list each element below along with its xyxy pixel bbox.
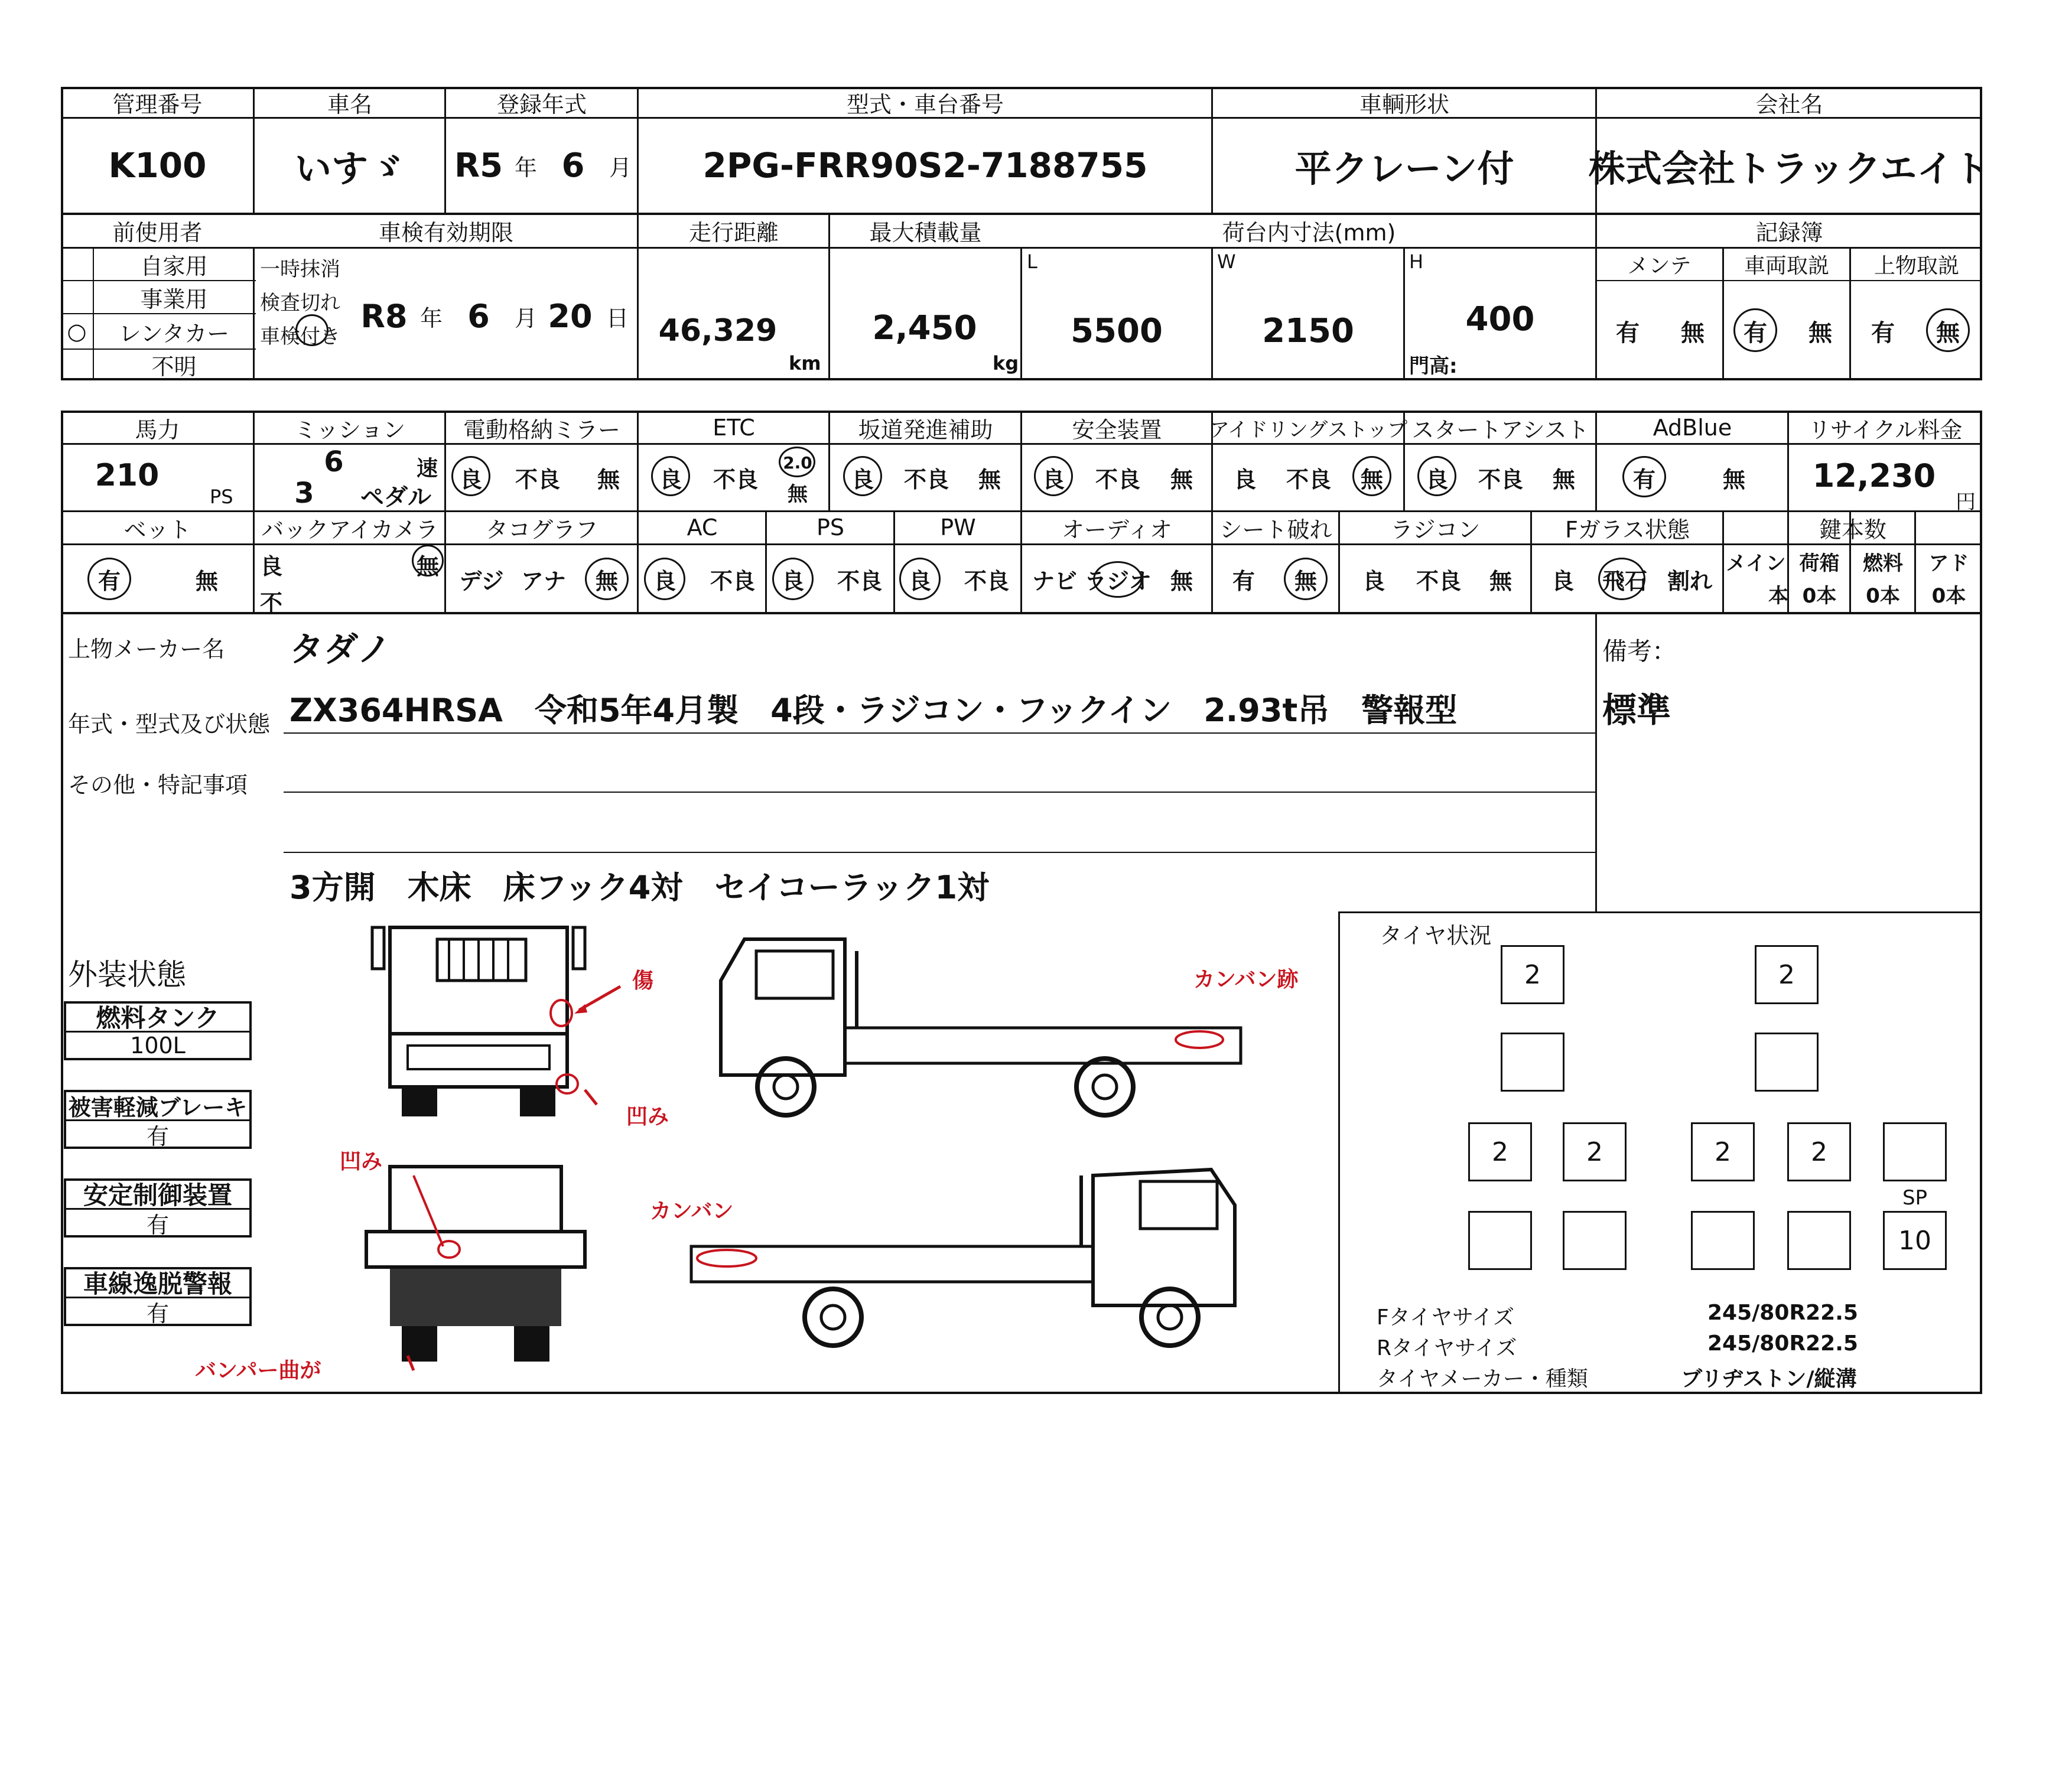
idle-none: 無 [1360,466,1383,493]
exterior-item-value: 有 [146,1123,169,1149]
max-load-value: 2,450 [872,308,977,347]
company-name: 株式会社トラックエイト [1588,146,1990,190]
audio-none: 無 [1170,568,1193,594]
tire-rear2-outer-right [1787,1211,1851,1270]
header-kanri: 管理番号 [112,91,203,118]
seat-yes: 有 [1232,568,1255,594]
f-tire-size-label: Fタイヤサイズ [1377,1305,1515,1330]
audio-radio: ラジオ [1084,568,1152,594]
tire-sp-label: SP [1902,1186,1928,1210]
exterior-item-label: 燃料タンク [96,1004,220,1033]
header-hp: 馬力 [135,416,180,443]
glass-crack: 割れ [1667,568,1712,594]
header-etc: ETC [713,415,755,441]
assist-good: 良 [1425,466,1448,493]
header-safety: 安全装置 [1072,416,1162,443]
bed-no: 無 [195,568,218,594]
cam-good: 良 [260,553,283,579]
damage-arrows [354,916,685,1778]
bed-width: 2150 [1262,311,1354,350]
tire-rear-inner-right: 2 [1691,1122,1755,1181]
ps-circle [772,558,814,600]
mission-pedal: ペダル [360,484,431,511]
tire-rear2-outer-left [1468,1211,1532,1270]
f-tire-size: 245/80R22.5 [1707,1301,1858,1325]
shaken-era: R8 [360,297,408,335]
mission-pedals: 3 [294,477,314,510]
hp-unit: PS [210,486,233,508]
chassis-number: 2PG-FRR90S2-7188755 [702,145,1148,185]
records-col-label: メンテ [1627,253,1692,278]
remarks: 標準 [1602,690,1671,730]
audio-navi: ナビ [1032,568,1077,594]
tacho-none: 無 [595,568,618,594]
header-pw: PW [940,514,976,540]
note-kanban-mark: カンバン跡 [1193,968,1299,992]
mirror-bad: 不良 [515,466,560,493]
key-label: メイン [1726,551,1786,575]
shaken-option: 一時抹消 [260,258,340,281]
etc-none: 無 [788,482,808,506]
header-keys: 鍵本数 [1819,516,1886,543]
ps-good: 良 [781,568,804,594]
body-shape: 平クレーン付 [1294,146,1514,190]
key-count: 0本 [1931,584,1966,608]
mileage-unit: km [789,352,821,375]
note-dent-front: 凹み [626,1105,669,1129]
header-company: 会社名 [1755,91,1823,118]
cam-circle [412,545,444,577]
idle-circle [1352,456,1391,496]
glass-chip: 飛石 [1602,568,1647,594]
mirror-good: 良 [459,466,482,493]
upper-maker-label: 上物メーカー名 [68,636,225,662]
header-katashiki: 型式・車台番号 [846,91,1004,118]
ac-circle [644,558,685,600]
mission-speeds: 6 [324,445,344,478]
shaken-tsuki-label: 月 [514,305,537,331]
tire-spare: 10 [1883,1211,1947,1270]
hill-circle [843,456,882,496]
header-backcam: バックアイカメラ [261,516,438,543]
etc-circle [651,456,690,496]
records-col-label: 上物取説 [1873,253,1959,278]
glass-good: 良 [1551,568,1574,594]
assist-circle [1417,456,1456,496]
pw-bad: 不良 [964,568,1009,594]
prev-user-option: 自家用 [140,253,208,279]
shaken-option: 検査切れ [260,291,340,315]
tire-front-left: 2 [1501,945,1564,1004]
ac-bad: 不良 [710,568,755,594]
header-mileage: 走行距離 [688,219,779,246]
shaken-selected-circle [295,314,328,346]
tire-maker-label: タイヤメーカー・種類 [1377,1367,1588,1391]
assist-none: 無 [1552,466,1575,493]
header-records: 記録簿 [1755,219,1823,246]
tire-maker: ブリヂストン/縦溝 [1681,1367,1857,1391]
exterior-item-value: 有 [146,1212,169,1238]
hill-bad: 不良 [903,466,949,493]
header-bed: ベット [123,516,191,543]
idle-good: 良 [1233,466,1256,493]
tacho-digi: デジ [459,568,504,594]
shaken-hi-label: 日 [606,305,629,331]
adblue-yes: 有 [1632,466,1655,493]
mirror-none: 無 [597,466,620,493]
kanri-number: K100 [108,145,207,185]
tacho-circle [585,558,629,600]
header-tacho: タコグラフ [485,516,598,543]
records-yes: 有 [1616,319,1640,347]
bed-yes: 有 [97,568,121,594]
truck-left-side-view-icon [709,927,1253,1140]
header-fglass: Fガラス状態 [1565,516,1690,543]
records-no: 無 [1808,319,1832,347]
header-ac: AC [687,514,718,540]
etc-good: 良 [659,466,682,493]
etc-bad: 不良 [713,466,758,493]
header-hill-start: 坂道発進補助 [858,416,993,443]
note-scratch: 傷 [632,969,654,993]
prev-user-option: 不明 [151,353,197,380]
key-count: 0本 [1866,584,1900,608]
audio-circle [1093,561,1143,598]
reg-nen-label: 年 [514,154,537,181]
header-shaken: 車検有効期限 [378,219,513,246]
recycle-fee: 12,230 [1812,457,1936,494]
etc-version: 2.0 [783,452,812,473]
glass-circle [1598,558,1645,600]
note-bumper: バンパー曲が [195,1359,321,1383]
prev-user-circle-mark: ○ [67,318,87,344]
shaken-option: 車検付き [260,325,340,349]
records-no: 無 [1681,319,1705,347]
upper-other-line: 3方開 木床 床フック4対 セイコーラック1対 [290,869,990,906]
mission-soku: 速 [417,457,438,481]
mirror-circle [451,456,490,496]
r-tire-size-label: Rタイヤサイズ [1377,1336,1517,1360]
radicon-good: 良 [1362,568,1385,594]
note-kanban: カンバン [650,1199,734,1223]
header-seat: シート破れ [1219,516,1332,543]
remarks-label: 備考： [1602,637,1677,666]
bed-w-label: W [1217,250,1236,273]
exterior-item-label: 安定制御装置 [83,1181,232,1210]
header-bed-dims: 荷台内寸法(mm) [1222,219,1396,246]
radicon-bad: 不良 [1416,568,1461,594]
header-max-load: 最大積載量 [869,219,982,246]
upper-model: ZX364HRSA 令和5年4月製 4段・ラジコン・フックイン 2.93t吊 警報型 [290,692,1458,729]
assist-bad: 不良 [1478,466,1523,493]
bed-l-label: L [1027,250,1037,273]
key-count: 0本 [1802,584,1837,608]
exterior-item-value: 100L [130,1033,186,1059]
r-tire-size: 245/80R22.5 [1707,1331,1858,1356]
records-col-label: 車両取説 [1744,253,1829,278]
tire-rear2-inner-left [1563,1211,1627,1270]
key-count: 本 [1768,584,1788,608]
records-circle [1926,308,1970,352]
tire-front-left-inner [1501,1033,1564,1092]
header-mission: ミッション [294,416,406,443]
seat-no: 無 [1294,568,1317,594]
tire-rear-outer-left: 2 [1468,1122,1532,1181]
car-maker: いすゞ [294,146,405,190]
tire-rear-outer-right: 2 [1787,1122,1851,1181]
key-label: アド [1928,551,1969,575]
safety-bad: 不良 [1095,466,1140,493]
header-adblue: AdBlue [1653,415,1732,441]
note-dent-rear: 凹み [340,1149,383,1174]
cam-bad: 不 [260,590,283,616]
header-start-assist: スタートアシスト [1411,416,1589,443]
radicon-none: 無 [1489,568,1512,594]
tire-rear2-inner-right [1691,1211,1755,1270]
header-ps: PS [816,514,845,540]
safety-good: 良 [1042,466,1065,493]
upper-model-label: 年式・型式及び状態 [68,711,271,737]
safety-none: 無 [1170,466,1193,493]
shaken-nen-label: 年 [419,305,443,331]
mileage-value: 46,329 [658,313,778,349]
header-radicon: ラジコン [1390,516,1481,543]
shaken-day: 20 [548,297,593,335]
bed-circle [87,558,131,600]
ac-good: 良 [653,568,676,594]
reg-era: R5 [454,146,503,185]
shaken-month: 6 [467,297,490,335]
bed-h-label: H [1409,250,1424,273]
header-prev-user: 前使用者 [112,219,203,246]
header-mirror: 電動格納ミラー [463,416,620,443]
upper-maker: タダノ [290,629,392,669]
bed-length: 5500 [1071,311,1163,350]
gate-height-label: 門高: [1409,354,1458,378]
tire-extra [1883,1122,1947,1181]
records-yes: 有 [1871,319,1895,347]
prev-user-option: 事業用 [140,286,208,312]
key-label: 荷箱 [1799,551,1840,575]
tire-front-right: 2 [1755,945,1819,1004]
tire-front-right-inner [1755,1033,1819,1092]
exterior-title: 外装状態 [68,958,186,992]
hill-none: 無 [978,466,1001,493]
etc-version-circle [779,447,815,477]
header-idle-stop: アイドリングストップ [1209,418,1407,442]
max-load-unit: kg [993,352,1019,375]
seat-circle [1284,558,1328,600]
key-label: 燃料 [1863,551,1903,575]
upper-other-label: その他・特記事項 [68,772,248,798]
tire-title: タイヤ状況 [1380,923,1492,949]
exterior-item-value: 有 [146,1300,169,1327]
pw-circle [899,558,941,600]
header-keijo: 車輌形状 [1359,91,1449,118]
horsepower: 210 [95,458,160,493]
records-no: 無 [1936,319,1960,347]
prev-user-option: レンタカー [118,320,230,347]
idle-bad: 不良 [1286,466,1331,493]
tire-rear-inner-left: 2 [1563,1122,1627,1181]
header-toroku: 登録年式 [496,91,587,118]
ps-bad: 不良 [837,568,882,594]
reg-month: 6 [561,146,585,185]
records-yes: 有 [1744,319,1767,347]
safety-circle [1034,456,1073,496]
adblue-circle [1622,456,1666,497]
exterior-item-label: 車線逸脱警報 [83,1269,232,1298]
cam-none: 無 [417,553,440,579]
recycle-unit: 円 [1956,490,1976,514]
hill-good: 良 [851,466,874,493]
header-recycle: リサイクル料金 [1808,416,1963,443]
bed-height: 400 [1465,299,1535,338]
adblue-none: 無 [1722,466,1745,493]
reg-tsuki-label: 月 [609,154,632,181]
records-circle [1733,308,1777,352]
header-audio: オーディオ [1062,516,1172,543]
header-shamei: 車名 [327,91,372,118]
exterior-item-label: 被害軽減ブレーキ [68,1094,248,1121]
pw-good: 良 [908,568,931,594]
truck-right-side-view-icon [679,1158,1258,1370]
tacho-ana: アナ [521,568,566,594]
